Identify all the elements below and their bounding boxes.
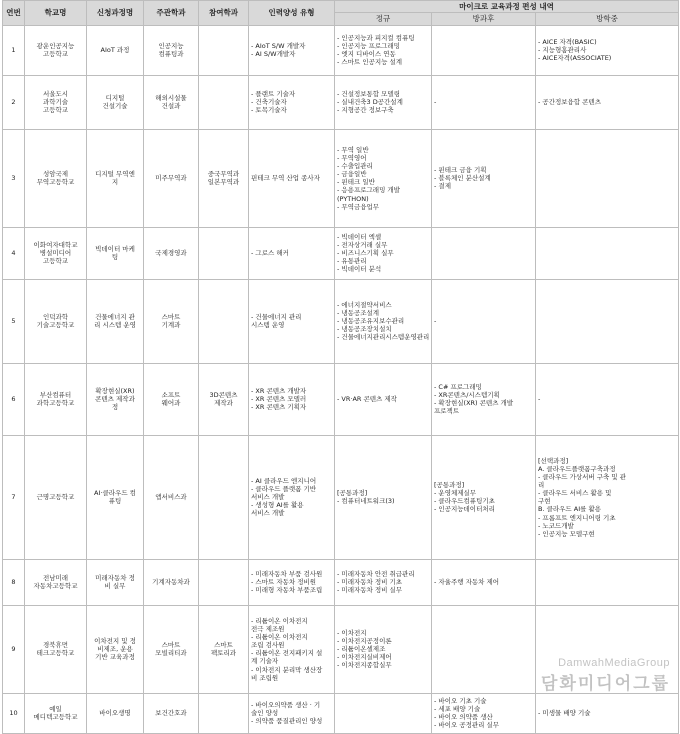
cell-line: - 지능형홈관리사 [538, 46, 676, 54]
cell-line: 기반 교육과정 [89, 653, 141, 661]
cell-line: - 수출입관리 [337, 162, 429, 170]
header-regular: 정규 [335, 13, 432, 25]
cell-talent [249, 279, 335, 363]
cell-regular [335, 75, 432, 129]
cell-line: - 이차전지실비제어 [337, 653, 429, 661]
cell-main-dept [144, 75, 199, 129]
cell-line: 해외시설물 [146, 94, 196, 102]
cell-line: 예일 [27, 705, 84, 713]
cell-main-dept [144, 693, 199, 733]
cell-line: 스마트 [146, 313, 196, 321]
cell-line: 서울도시 [27, 90, 84, 98]
cell-main-dept [144, 435, 199, 559]
cell-line: 컴퓨팅과 [146, 50, 196, 58]
cell-part-dept [199, 25, 249, 75]
cell-line: 건물에너지 관 [89, 313, 141, 321]
cell-line: 계 기술자 [251, 657, 332, 665]
table-row [3, 25, 679, 75]
cell-after [432, 559, 536, 605]
cell-line: - 미래자동차 안전 취급관리 [337, 570, 429, 578]
cell-after [432, 25, 536, 75]
cell-line: 술인 양성 [251, 709, 332, 717]
cell-line: 콘텐츠 제작과 [89, 395, 141, 403]
cell-line: - 이차전지종합실무 [337, 661, 429, 669]
cell-line: - 이차전지 분리막 생산장 [251, 666, 332, 674]
cell-line: - AICE 자격(BASIC) [538, 38, 676, 46]
table-row [3, 559, 679, 605]
cell-talent [249, 75, 335, 129]
cell-line: - 건축기술자 [251, 98, 332, 106]
cell-line: 건설기술 [89, 102, 141, 110]
cell-line: - 자율주행 자동차 제어 [434, 578, 533, 586]
cell-line: - 프롬프트 엔지니어링 기초 [538, 514, 676, 522]
cell-line: - 인공지능과 피지컬 컴퓨팅 [337, 34, 429, 42]
cell-vacation [536, 605, 679, 693]
cell-main-dept [144, 227, 199, 279]
cell-line: 정 [89, 403, 141, 411]
header-micro: 마이크로 교육과정 편성 내역 [335, 1, 679, 13]
cell-line: 메디텍고등학교 [27, 713, 84, 721]
education-table [2, 0, 679, 734]
cell-talent [249, 363, 335, 435]
header-school: 학교명 [25, 1, 87, 26]
cell-line: - 전자상거래 실무 [337, 241, 429, 249]
cell-line: 이화여자대학교 [27, 241, 84, 249]
cell-no: 1 [3, 25, 25, 75]
cell-school [25, 25, 87, 75]
cell-part-dept [199, 435, 249, 559]
cell-line: 확장현실(XR) [89, 387, 141, 395]
cell-school [25, 693, 87, 733]
cell-main-dept [144, 25, 199, 75]
header-talent: 인력양성 유형 [249, 1, 335, 26]
cell-regular [335, 227, 432, 279]
cell-line: - 에너지절약서비스 [337, 301, 429, 309]
cell-course [87, 559, 144, 605]
cell-part-dept [199, 75, 249, 129]
cell-line: 디지털 [89, 94, 141, 102]
cell-course [87, 129, 144, 227]
table-row [3, 363, 679, 435]
cell-line: - 컴퓨터네트워크(3) [337, 497, 429, 505]
cell-regular [335, 363, 432, 435]
cell-line: 디지털 무역엔 [89, 170, 141, 178]
cell-talent [249, 559, 335, 605]
cell-line: - 노코드개발 [538, 522, 676, 530]
cell-regular [335, 279, 432, 363]
cell-talent [249, 227, 335, 279]
cell-line: - AI 클라우드 엔지니어 [251, 477, 332, 485]
cell-line: - XR콘텐츠/시스템기획 [434, 391, 533, 399]
table-row [3, 227, 679, 279]
cell-line: - 건물에너지관리시스템운영관리 [337, 333, 429, 341]
cell-line: 부산컴퓨터 [27, 391, 84, 399]
cell-line: 과학기술 [27, 98, 84, 106]
cell-no: 9 [3, 605, 25, 693]
cell-line: 서비스 개발 [251, 509, 332, 517]
cell-vacation [536, 559, 679, 605]
cell-course [87, 363, 144, 435]
cell-regular [335, 559, 432, 605]
cell-line: [선택과정] [538, 457, 676, 465]
cell-part-dept [199, 693, 249, 733]
cell-course [87, 227, 144, 279]
cell-line: - 생성형 AI를 활용 [251, 501, 332, 509]
cell-line: 기계자동차과 [146, 578, 196, 586]
cell-course [87, 435, 144, 559]
cell-line: - 냉동공조장치설치 [337, 325, 429, 333]
cell-line: 자동차고등학교 [27, 582, 84, 590]
table-row [3, 693, 679, 733]
cell-line: 빅데이터 마케 [89, 245, 141, 253]
cell-talent [249, 435, 335, 559]
header-part-dept: 참여학과 [199, 1, 249, 26]
cell-line: - 이차전지 [337, 629, 429, 637]
cell-talent [249, 693, 335, 733]
cell-line: 3D콘텐츠 [201, 391, 246, 399]
cell-line: - VR·AR 콘텐츠 제작 [337, 395, 429, 403]
cell-line: - 확장현실(XR) 콘텐츠 개발 [434, 399, 533, 407]
cell-school [25, 435, 87, 559]
cell-line: 미래자동차 정 [89, 574, 141, 582]
cell-regular [335, 605, 432, 693]
table-row [3, 129, 679, 227]
cell-line: - 인공지능 프로그래밍 [337, 42, 429, 50]
cell-line: - [538, 395, 676, 403]
cell-line: - C# 프로그래밍 [434, 383, 533, 391]
cell-course [87, 75, 144, 129]
cell-line: 고등학교 [27, 257, 84, 265]
cell-line: 기술고등학교 [27, 321, 84, 329]
cell-line: 테크고등학교 [27, 649, 84, 657]
cell-after [432, 363, 536, 435]
cell-vacation [536, 693, 679, 733]
cell-course [87, 25, 144, 75]
cell-line: - 인공지능 모델구현 [538, 530, 676, 538]
cell-line: 비 조립원 [251, 674, 332, 682]
header-course: 신청과정명 [87, 1, 144, 26]
cell-line: 제작과 [201, 399, 246, 407]
cell-line: 조립 검사원 [251, 641, 332, 649]
cell-line: 전극 제조원 [251, 625, 332, 633]
cell-line: - 냉동공조유지보수관리 [337, 317, 429, 325]
cell-line: - XR 콘텐츠 모델러 [251, 395, 332, 403]
cell-line: - 스마트 인공지능 설계 [337, 58, 429, 66]
cell-no: 10 [3, 693, 25, 733]
cell-line: 보건간호과 [146, 709, 196, 717]
cell-line: 경북휴먼 [27, 641, 84, 649]
header-no: 연번 [3, 1, 25, 26]
cell-vacation [536, 129, 679, 227]
cell-line: - AICE자격(ASSOCIATE) [538, 54, 676, 62]
cell-line: - 리튬이온 이차전지 [251, 633, 332, 641]
cell-line: 근명고등학교 [27, 493, 84, 501]
cell-after [432, 693, 536, 733]
cell-line: - 리튬이온 이차전지 [251, 617, 332, 625]
cell-line: - 의약품 품질관리인 양성 [251, 717, 332, 725]
cell-line: (PYTHON) [337, 195, 429, 203]
cell-course [87, 605, 144, 693]
cell-no: 4 [3, 227, 25, 279]
cell-line: - 운영체제실무 [434, 489, 533, 497]
cell-talent [249, 605, 335, 693]
cell-line: - 미래자동차 정비 기초 [337, 578, 429, 586]
cell-line: - 스마트 자동차 정비원 [251, 578, 332, 586]
cell-line: 지 [89, 178, 141, 186]
cell-line: - 결제 [434, 182, 533, 190]
cell-regular [335, 129, 432, 227]
cell-regular [335, 435, 432, 559]
cell-line: 바이오생명 [89, 709, 141, 717]
cell-line: - 비즈니스기획 실무 [337, 249, 429, 257]
cell-no: 2 [3, 75, 25, 129]
cell-no: 8 [3, 559, 25, 605]
cell-line: - 플랜트 기술자 [251, 90, 332, 98]
cell-line: 스마트 [146, 641, 196, 649]
cell-line: 스마트 [201, 641, 246, 649]
cell-school [25, 605, 87, 693]
cell-line: [공통과정] [337, 489, 429, 497]
cell-line: 구현 [538, 497, 676, 505]
cell-line: 고등학교 [27, 50, 84, 58]
header-main-dept: 주관학과 [144, 1, 199, 26]
cell-line: - 무역 일반 [337, 146, 429, 154]
cell-line: - 무역금융업무 [337, 203, 429, 211]
cell-line: A. 클라우드플랫폼구축과정 [538, 465, 676, 473]
cell-line: - 그로스 해커 [251, 249, 332, 257]
cell-course [87, 279, 144, 363]
cell-line: 프로젝트 [434, 407, 533, 415]
cell-line: 전남미래 [27, 574, 84, 582]
cell-vacation [536, 363, 679, 435]
cell-line: - [434, 98, 533, 106]
cell-line: 비제조, 운용 [89, 645, 141, 653]
cell-line: 모빌리티과 [146, 649, 196, 657]
cell-line: - 클라우드 서비스 활용 및 [538, 489, 676, 497]
cell-line: 소프트 [146, 391, 196, 399]
cell-main-dept [144, 559, 199, 605]
cell-line: - 클라우드 가상서버 구축 및 관 [538, 473, 676, 481]
cell-after [432, 227, 536, 279]
cell-school [25, 129, 87, 227]
cell-line: - 지형공간 정보구축 [337, 106, 429, 114]
cell-course [87, 693, 144, 733]
cell-part-dept [199, 605, 249, 693]
cell-line: [공통과정] [434, 481, 533, 489]
cell-after [432, 605, 536, 693]
cell-line: 시스템 운영 [251, 321, 332, 329]
cell-no: 3 [3, 129, 25, 227]
cell-vacation [536, 75, 679, 129]
cell-line: 기계과 [146, 321, 196, 329]
cell-line: 앱서비스과 [146, 493, 196, 501]
cell-line: B. 클라우드 AI를 활용 [538, 505, 676, 513]
cell-talent [249, 25, 335, 75]
cell-line: 무역고등학교 [27, 178, 84, 186]
cell-after [432, 435, 536, 559]
cell-no: 7 [3, 435, 25, 559]
cell-line: - 바이오 의약품 생산 [434, 713, 533, 721]
cell-school [25, 363, 87, 435]
cell-line: - XR 콘텐츠 기획자 [251, 403, 332, 411]
cell-main-dept [144, 129, 199, 227]
cell-main-dept [144, 605, 199, 693]
cell-line: 미주무역과 [146, 174, 196, 182]
cell-line: - 빅데이터 엑셀 [337, 233, 429, 241]
cell-main-dept [144, 363, 199, 435]
cell-line: - 토목기술자 [251, 106, 332, 114]
cell-line: 광운인공지능 [27, 42, 84, 50]
table-row [3, 75, 679, 129]
cell-part-dept [199, 559, 249, 605]
cell-line: - XR 콘텐츠 개발자 [251, 387, 332, 395]
cell-line: AIoT 과정 [89, 46, 141, 54]
cell-line: - 핀테크 일반 [337, 178, 429, 186]
cell-line: - 클라우드컴퓨팅기초 [434, 497, 533, 505]
cell-school [25, 227, 87, 279]
cell-line: - 금융일반 [337, 170, 429, 178]
cell-school [25, 559, 87, 605]
cell-line: - 건물에너지 관리 [251, 313, 332, 321]
cell-line: - [434, 317, 533, 325]
cell-school [25, 75, 87, 129]
cell-line: 일본무역과 [201, 178, 246, 186]
cell-part-dept [199, 279, 249, 363]
cell-line: - 리튬이온셀제조 [337, 645, 429, 653]
cell-line: - 미래형 자동차 부품조립 [251, 586, 332, 594]
cell-no: 6 [3, 363, 25, 435]
cell-line: 리 시스템 운영 [89, 321, 141, 329]
table-row [3, 435, 679, 559]
cell-line: 고등학교 [27, 106, 84, 114]
cell-line: - 클라우드 플랫폼 기반 [251, 485, 332, 493]
cell-line: - 미래자동차 부품 검사원 [251, 570, 332, 578]
table-body [3, 25, 679, 733]
watermark-en: DamwahMediaGroup [541, 657, 670, 669]
cell-line: 서비스 개발 [251, 493, 332, 501]
cell-line: - 핀테크 금융 기획 [434, 166, 533, 174]
cell-line: AI·클라우드 컴 [89, 489, 141, 497]
cell-after [432, 129, 536, 227]
cell-vacation [536, 279, 679, 363]
cell-vacation [536, 435, 679, 559]
cell-line: - 바이오의약품 생산 · 기 [251, 701, 332, 709]
cell-line: - 엣지 디바이스 연동 [337, 50, 429, 58]
cell-talent [249, 129, 335, 227]
cell-line: - 응용프로그래밍 개발 [337, 186, 429, 194]
cell-line: - AIoT S/W 개발자 [251, 42, 332, 50]
cell-line: - 건설정보통합 모델링 [337, 90, 429, 98]
cell-line: 중국무역과 [201, 170, 246, 178]
cell-line: 리 [538, 481, 676, 489]
cell-vacation [536, 25, 679, 75]
cell-line: - 냉동공조설계 [337, 309, 429, 317]
cell-line: - 세포 배양 기술 [434, 705, 533, 713]
cell-line: 팅 [89, 253, 141, 261]
watermark-ko: 담화미디어그룹 [541, 669, 670, 694]
cell-line: - 빅데이터 분석 [337, 265, 429, 273]
header-vacation: 방학중 [536, 13, 679, 25]
cell-line: - 미래자동차 정비 실무 [337, 586, 429, 594]
cell-line: - 블록체인 분산설계 [434, 174, 533, 182]
cell-after [432, 75, 536, 129]
cell-after [432, 279, 536, 363]
cell-line: 건설과 [146, 102, 196, 110]
cell-no: 5 [3, 279, 25, 363]
cell-regular [335, 693, 432, 733]
cell-part-dept [199, 227, 249, 279]
cell-vacation [536, 227, 679, 279]
cell-part-dept [199, 129, 249, 227]
cell-line: 인공지능 [146, 42, 196, 50]
cell-part-dept [199, 363, 249, 435]
cell-line: - 무역영어 [337, 154, 429, 162]
cell-line: 성암국제 [27, 170, 84, 178]
table-row [3, 605, 679, 693]
cell-line: 웨어과 [146, 399, 196, 407]
cell-line: - 인공지능데이터처리 [434, 505, 533, 513]
cell-line: - 미생물 배양 기술 [538, 709, 676, 717]
cell-line: 과학고등학교 [27, 399, 84, 407]
cell-line: - 이차전지공정이론 [337, 637, 429, 645]
cell-line: 병설미디어 [27, 249, 84, 257]
cell-line: 이차전지 및 정 [89, 637, 141, 645]
cell-line: 비 실무 [89, 582, 141, 590]
cell-line: - 공간정보융합 콘텐츠 [538, 98, 676, 106]
cell-line: - 바이오 기초 기술 [434, 697, 533, 705]
cell-line: - 바이오 공정관리 실무 [434, 721, 533, 729]
cell-line: - 유통관리 [337, 257, 429, 265]
cell-line: 퓨팅 [89, 497, 141, 505]
cell-line: 핀테크 무역 산업 종사자 [251, 174, 332, 182]
cell-regular [335, 25, 432, 75]
cell-line: - 리튬이온 전지패키지 설 [251, 649, 332, 657]
table-row [3, 279, 679, 363]
cell-line: 국제경영과 [146, 249, 196, 257]
cell-line: 인덕과학 [27, 313, 84, 321]
cell-line: - 실내건축3 D공간설계 [337, 98, 429, 106]
cell-line: 팩토리과 [201, 649, 246, 657]
cell-main-dept [144, 279, 199, 363]
header-after: 방과후 [432, 13, 536, 25]
cell-school [25, 279, 87, 363]
cell-line: - AI S/W개발자 [251, 50, 332, 58]
